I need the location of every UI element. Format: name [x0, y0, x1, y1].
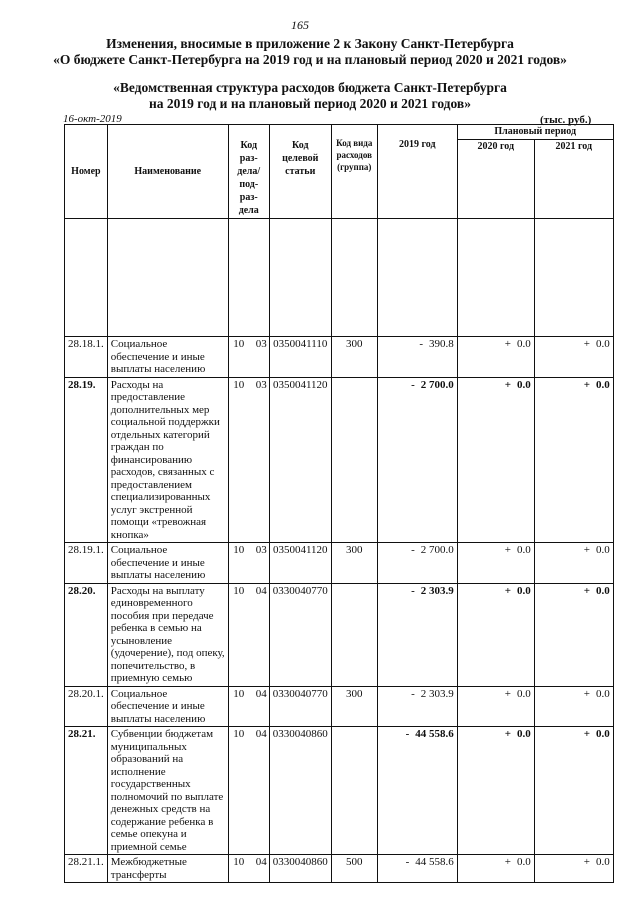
sign-2021: + — [583, 584, 590, 597]
col-header-name: Наименование — [107, 125, 228, 219]
row-value-2021 — [534, 855, 613, 883]
row-type-code — [331, 583, 377, 686]
amount-2020: 0.0 — [517, 687, 531, 700]
sign-2019: - — [405, 856, 410, 868]
row-value-2020 — [457, 686, 534, 727]
row-value-2020 — [457, 583, 534, 686]
row-number: 28.21. — [65, 727, 108, 855]
row-number: 28.19.1. — [65, 543, 108, 584]
subsection-code: 04 — [255, 856, 267, 868]
col-header-section: Код раз- дела/ под- раз- дела — [228, 125, 269, 219]
amount-2019: 390.8 — [429, 338, 454, 350]
document-date: 16-окт-2019 — [63, 113, 122, 125]
row-value-2021 — [534, 727, 613, 855]
row-type-code: 300 — [331, 337, 377, 378]
expenditure-table — [64, 124, 614, 883]
header-line-1: Изменения, вносимые в приложение 2 к Закону Санкт-Петербурга — [106, 36, 514, 51]
row-target-code: 0330040770 — [269, 686, 331, 727]
row-value-2019 — [377, 583, 457, 686]
amount-2021: 0.0 — [596, 544, 610, 556]
row-name: Социальное обеспечение и иные выплаты населению — [107, 337, 228, 378]
row-type-code: 300 — [331, 543, 377, 584]
amount-2021: 0.0 — [596, 728, 610, 740]
sign-2019: - — [419, 338, 423, 350]
row-value-2021 — [534, 337, 613, 378]
row-section-code — [228, 543, 269, 584]
sign-2021: + — [583, 687, 590, 700]
row-section-code — [228, 377, 269, 543]
row-name: Субвенции бюджетам муниципальных образований на исполнение государственных полномочий по выплате денежных средств на содержание ребенка в семье опекуна и приемной семье — [107, 727, 228, 855]
row-value-2020 — [457, 337, 534, 378]
row-section-code — [228, 686, 269, 727]
row-number: 28.20. — [65, 583, 108, 686]
section-code: 10 — [233, 544, 245, 556]
row-value-2020 — [457, 727, 534, 855]
row-value-2021 — [534, 377, 613, 543]
amount-2019: 44 558.6 — [415, 728, 454, 740]
sign-2020: + — [504, 544, 511, 556]
row-target-code: 0330040860 — [269, 727, 331, 855]
row-number: 28.21.1. — [65, 855, 108, 883]
sign-2021: + — [583, 338, 590, 350]
row-type-code: 300 — [331, 686, 377, 727]
table-row — [65, 583, 614, 686]
row-value-2021 — [534, 543, 613, 584]
row-name: Социальное обеспечение и иные выплаты населению — [107, 543, 228, 584]
row-value-2021 — [534, 583, 613, 686]
section-code: 10 — [233, 584, 245, 597]
section-code: 10 — [233, 378, 245, 391]
col-header-2021: 2021 год — [534, 140, 613, 219]
amount-2020: 0.0 — [517, 378, 531, 391]
row-number: 28.19. — [65, 377, 108, 543]
amount-2019: 44 558.6 — [415, 856, 454, 868]
row-value-2020 — [457, 543, 534, 584]
amount-2019: 2 303.9 — [420, 687, 454, 700]
subsection-code: 04 — [255, 584, 267, 597]
amount-2021: 0.0 — [596, 856, 610, 868]
table-row — [65, 543, 614, 584]
sign-2020: + — [504, 584, 511, 597]
row-target-code: 0330040770 — [269, 583, 331, 686]
col-header-target: Код целевой статьи — [269, 125, 331, 219]
sign-2019: - — [411, 544, 415, 556]
sign-2020: + — [504, 378, 511, 391]
subsection-code: 03 — [255, 338, 267, 350]
row-number: 28.18.1. — [65, 337, 108, 378]
amount-2021: 0.0 — [596, 378, 610, 391]
col-header-2019: 2019 год — [377, 125, 457, 219]
units-label: (тыс. руб.) — [540, 114, 592, 126]
amount-2021: 0.0 — [596, 687, 610, 700]
col-header-type: Код вида расходов (группа) — [331, 125, 377, 219]
sign-2021: + — [583, 544, 590, 556]
table-row — [65, 855, 614, 883]
subsection-code: 04 — [255, 728, 267, 740]
title-line-1: «Ведомственная структура расходов бюджета Санкт-Петербурга — [113, 80, 507, 95]
row-name: Расходы на выплату единовременного пособия при передаче ребенка в семью на усыновление (удочерение), под опеку, попечительство, в приемную семью — [107, 583, 228, 686]
title-line-2: на 2019 год и на плановый период 2020 и 2021 годов» — [149, 96, 471, 111]
row-section-code — [228, 583, 269, 686]
col-header-planned: Плановый период — [457, 125, 613, 140]
row-value-2020 — [457, 377, 534, 543]
row-name: Социальное обеспечение и иные выплаты населению — [107, 686, 228, 727]
header-line-2: «О бюджете Санкт-Петербурга на 2019 год и на плановый период 2020 и 2021 годов» — [53, 52, 567, 67]
section-code: 10 — [233, 338, 245, 350]
subsection-code: 03 — [255, 378, 267, 391]
row-type-code — [331, 377, 377, 543]
row-target-code: 0350041120 — [269, 377, 331, 543]
table-row — [65, 337, 614, 378]
row-name: Межбюджетные трансферты — [107, 855, 228, 883]
sign-2019: - — [405, 728, 410, 740]
sign-2019: - — [411, 378, 415, 391]
row-number: 28.20.1. — [65, 686, 108, 727]
sign-2021: + — [583, 728, 590, 740]
amount-2020: 0.0 — [517, 856, 531, 868]
sign-2020: + — [504, 856, 511, 868]
sign-2020: + — [504, 687, 511, 700]
amount-2020: 0.0 — [517, 338, 531, 350]
row-value-2020 — [457, 855, 534, 883]
sign-2019: - — [411, 687, 415, 700]
amount-2019: 2 700.0 — [420, 378, 454, 391]
amount-2019: 2 303.9 — [420, 584, 454, 597]
row-section-code — [228, 337, 269, 378]
sign-2020: + — [504, 728, 511, 740]
row-type-code: 500 — [331, 855, 377, 883]
row-value-2021 — [534, 686, 613, 727]
row-value-2019 — [377, 543, 457, 584]
header-gap-row — [65, 219, 614, 337]
col-header-2020: 2020 год — [457, 140, 534, 219]
page-number: 165 — [291, 18, 309, 32]
row-value-2019 — [377, 337, 457, 378]
row-target-code: 0350041110 — [269, 337, 331, 378]
table-row — [65, 377, 614, 543]
amount-2019: 2 700.0 — [420, 544, 454, 556]
row-type-code — [331, 727, 377, 855]
amount-2020: 0.0 — [517, 728, 531, 740]
amount-2020: 0.0 — [517, 584, 531, 597]
row-value-2019 — [377, 377, 457, 543]
row-section-code — [228, 727, 269, 855]
row-value-2019 — [377, 727, 457, 855]
section-code: 10 — [233, 728, 245, 740]
amount-2020: 0.0 — [517, 544, 531, 556]
sign-2021: + — [583, 856, 590, 868]
row-value-2019 — [377, 686, 457, 727]
row-target-code: 0330040860 — [269, 855, 331, 883]
table-row — [65, 727, 614, 855]
amount-2021: 0.0 — [596, 338, 610, 350]
subsection-code: 04 — [255, 687, 267, 700]
row-name: Расходы на предоставление дополнительных мер социальной поддержки отдельных категорий граждан по финансированию расходов, связанных с предоставлением специализированных услуг экстренной помощи «тревожная кнопка» — [107, 377, 228, 543]
table-row — [65, 686, 614, 727]
row-section-code — [228, 855, 269, 883]
subsection-code: 03 — [255, 544, 267, 556]
amount-2021: 0.0 — [596, 584, 610, 597]
row-target-code: 0350041120 — [269, 543, 331, 584]
col-header-number: Номер — [65, 125, 108, 219]
sign-2021: + — [583, 378, 590, 391]
sign-2019: - — [411, 584, 415, 597]
section-code: 10 — [233, 856, 245, 868]
section-code: 10 — [233, 687, 245, 700]
row-value-2019 — [377, 855, 457, 883]
sign-2020: + — [504, 338, 511, 350]
